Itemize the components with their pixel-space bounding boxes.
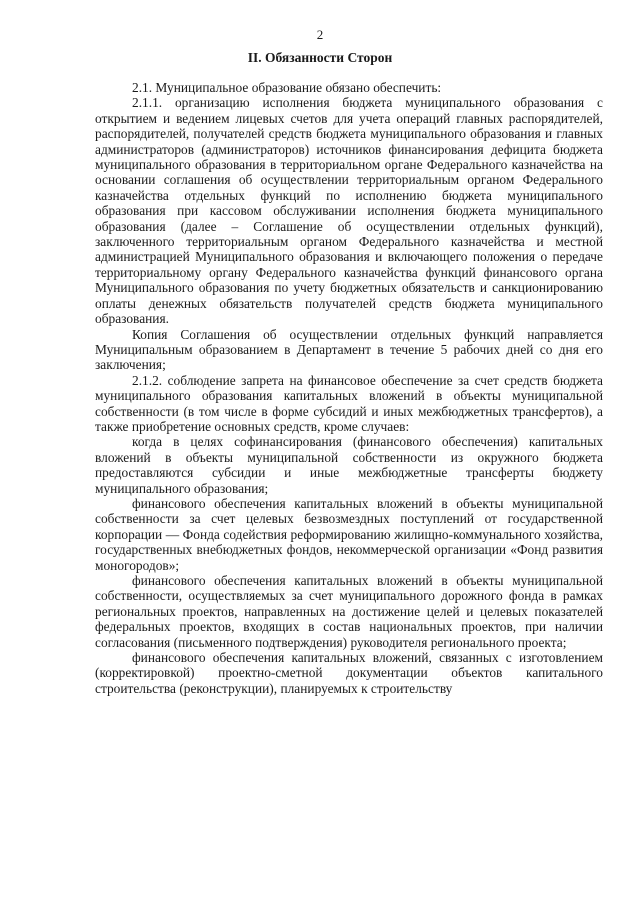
section-title: II. Обязанности Сторон xyxy=(247,50,393,65)
exception-road-fund: финансового обеспечения капитальных вложений в объекты муниципальной собственности, осуществляемых за счет муниципального дорожного фонда в рамках региональных проектов, направленных на достижение целей и целевых показателей федеральных проектов, входящих в состав национальных проектов, при наличии согласования (письменного подтверждения) руководителя регионального проекта; xyxy=(95,573,603,650)
document-body xyxy=(95,80,603,696)
paragraph-2-1: 2.1. Муниципальное образование обязано обеспечить: xyxy=(132,80,442,95)
exception-cofinancing: когда в целях софинансирования (финансового обеспечения) капитальных вложений в объекты муниципальной собственности из окружного бюджета предоставляются субсидии и иные межбюджетные трансферты бюджету муниципального образования; xyxy=(95,434,603,496)
exception-design-documentation: финансового обеспечения капитальных вложений, связанных с изготовлением (корректировкой) проектно-сметной документации объектов капитального строительства (реконструкции), планируемых к строительству xyxy=(95,650,603,696)
paragraph-2-1-2: 2.1.2. соблюдение запрета на финансовое обеспечение за счет средств бюджета муниципального образования капитальных вложений в объекты муниципальной собственности (в том числе в форме субсидий и иных межбюджетных трансфертов), а также приобретение основных средств, кроме случаев: xyxy=(95,372,603,434)
paragraph-agreement-copy: Копия Соглашения об осуществлении отдельных функций направляется Муниципальным образованием в Департамент в течение 5 рабочих дней со дня его заключения; xyxy=(95,326,603,373)
exception-targeted-funds: финансового обеспечения капитальных вложений в объекты муниципальной собственности за счет целевых безвозмездных поступлений от государственной корпорации — Фонда содействия реформированию жилищно-коммунального хозяйства, государственных внебюджетных фондов, некоммерческой организации «Фонд развития моногородов»; xyxy=(95,495,603,573)
paragraph-2-1-1: 2.1.1. организацию исполнения бюджета муниципального образования с открытием и ведением лицевых счетов для учета операций главных распорядителей, распорядителей, получателей средств бюджета муниципального образования и главных администраторов (администраторов) источников финансирования дефицита бюджета муниципального образования в территориальном органе Федерального казначейства на основании соглашения об осуществлении территориальным органом Федерального казначейства отдельных функций по исполнению бюджета муниципального образования при кассовом обслуживании исполнения бюджета муниципального образования (далее – Соглашение об осуществлении отдельных функций), заключенного территориальным органом Федерального казначейства и местной администрацией Муниципального образования и включающего положения о передаче территориальному органу Федерального казначейства функций финансового органа Муниципального образования по учету бюджетных обязательств и санкционированию оплаты денежных обязательств получателей средств бюджета муниципального образования. xyxy=(95,95,603,327)
page-number: 2 xyxy=(316,27,324,42)
